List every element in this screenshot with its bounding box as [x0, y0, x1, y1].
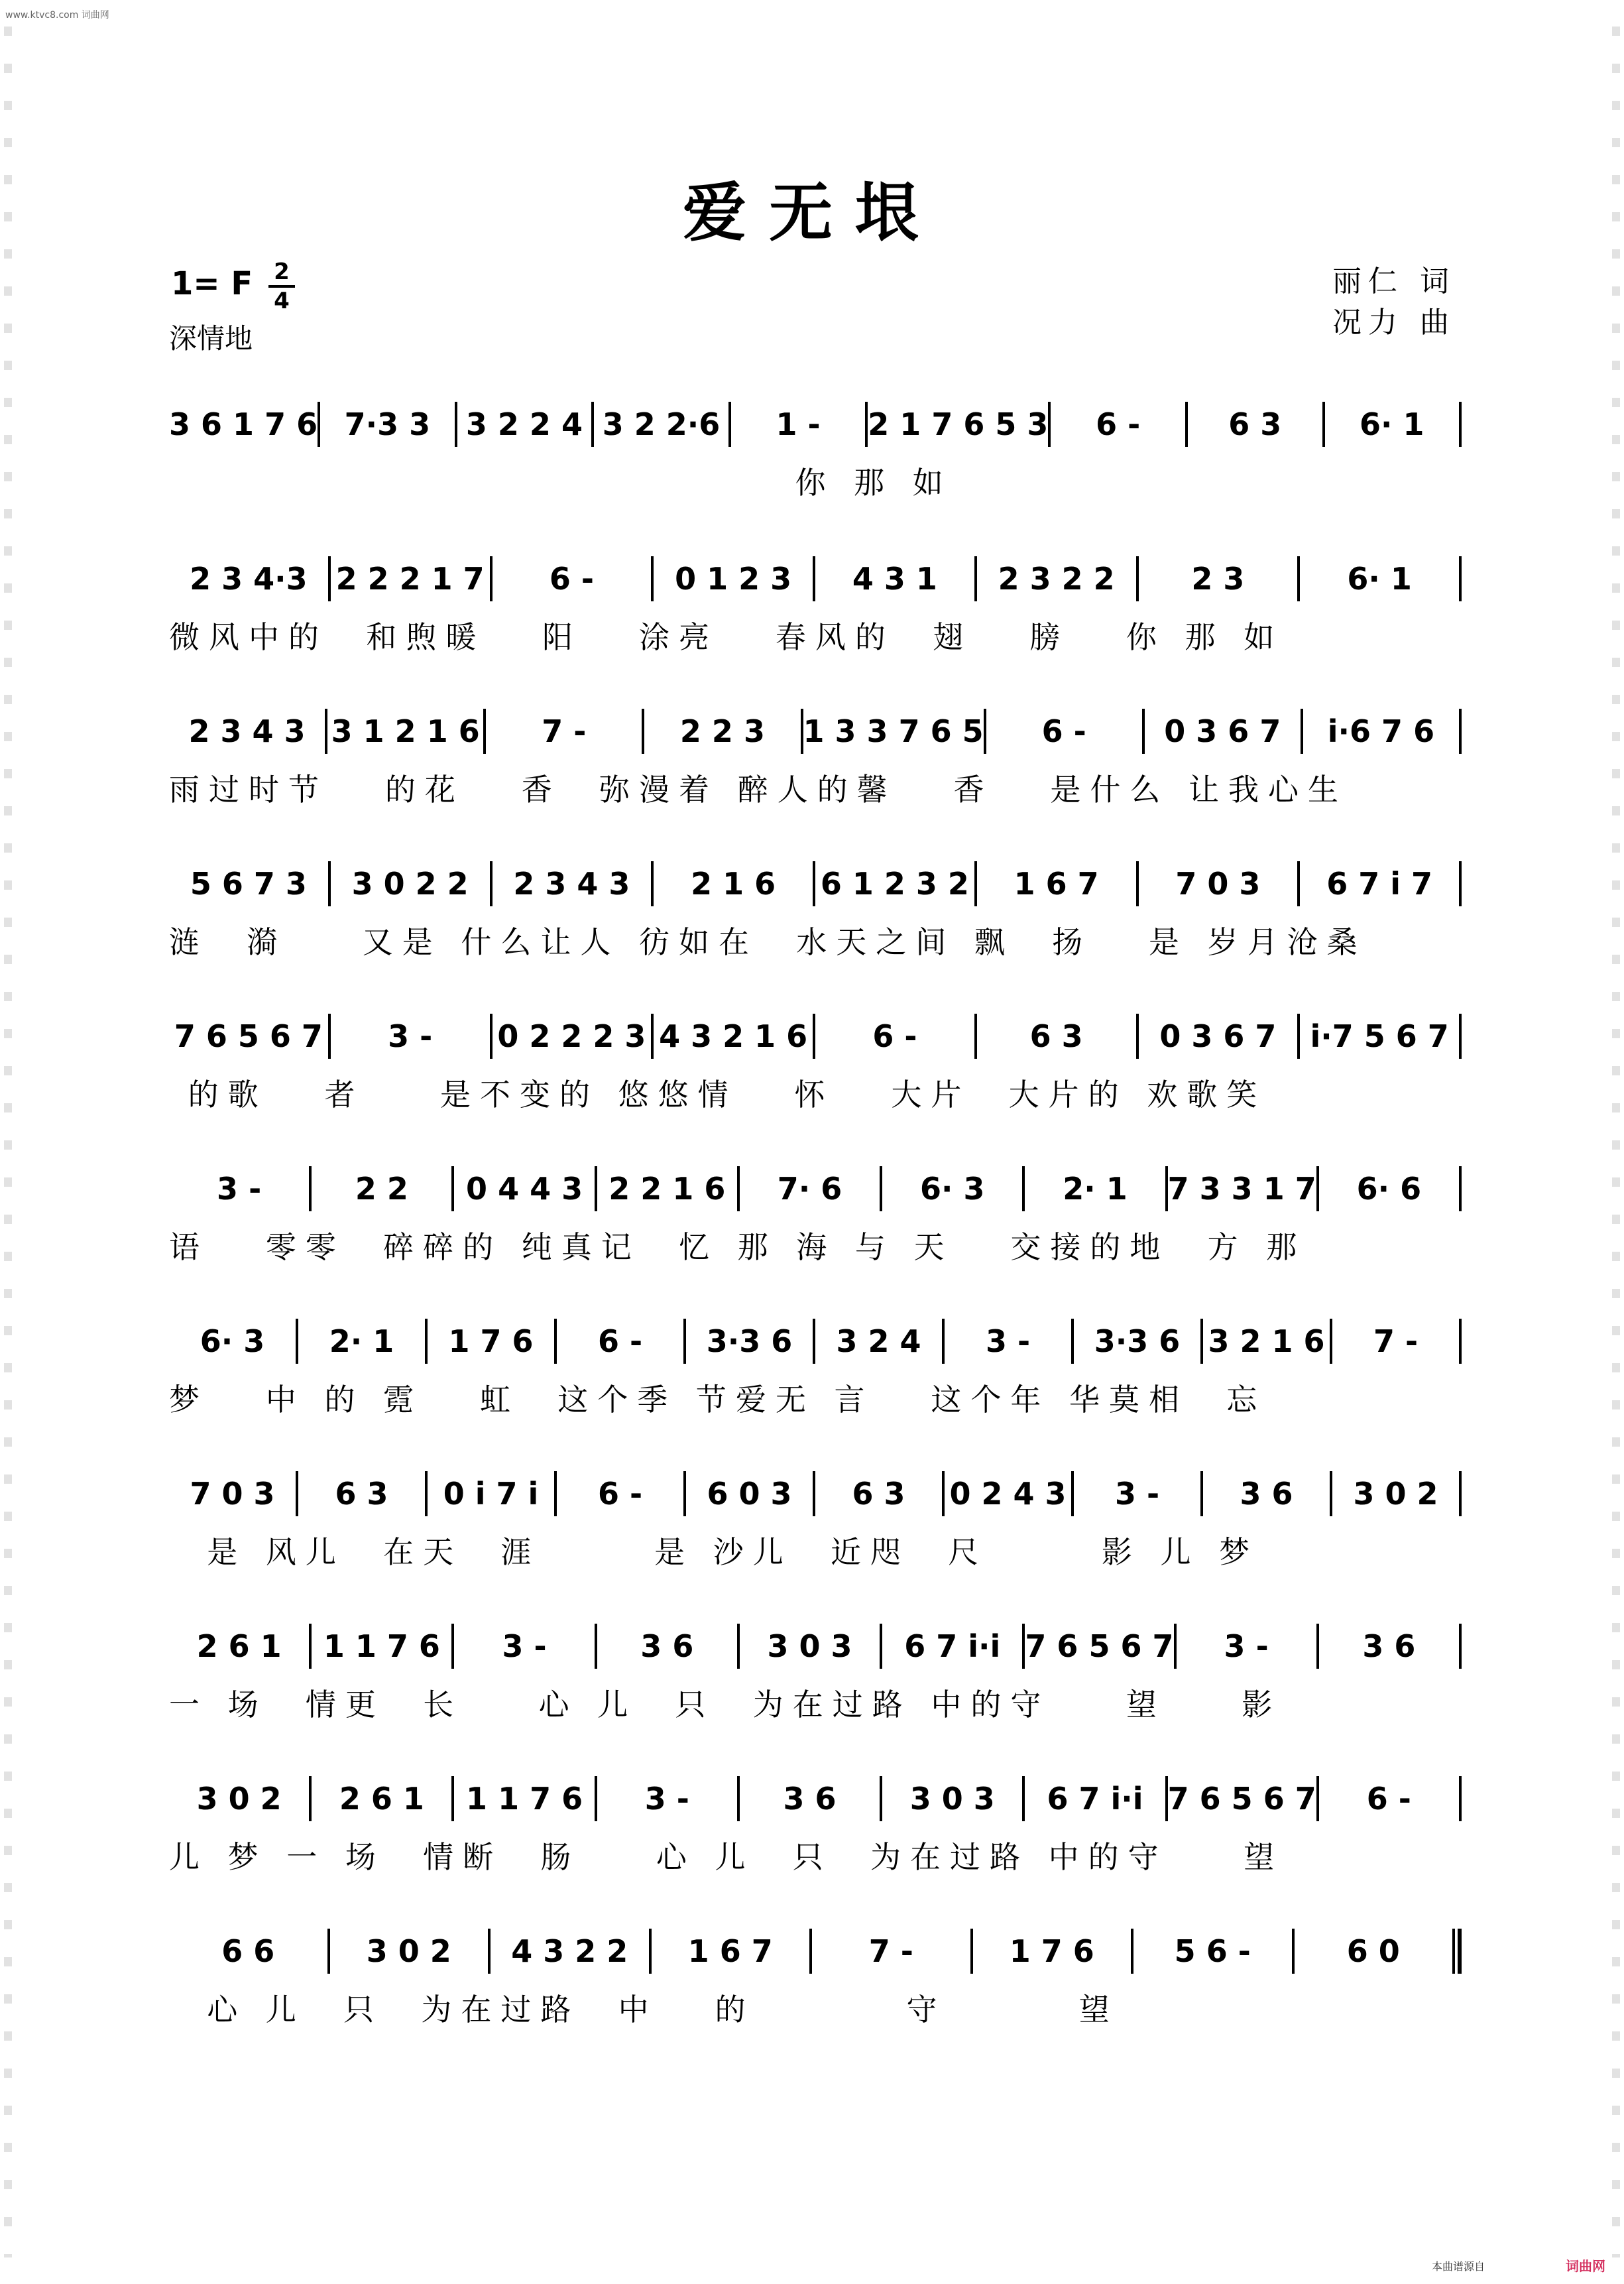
barline	[1459, 1471, 1462, 1516]
measure: 3 0 2	[196, 1781, 282, 1817]
composer-credit: 况力 曲	[1332, 306, 1456, 339]
score-row	[169, 552, 1462, 655]
barline	[1459, 709, 1462, 754]
score-row	[169, 1010, 1462, 1112]
measure: 2 3 2 2	[998, 561, 1115, 597]
lyric-line: 语 零零 碎碎的 纯真记 忆 那 海 与 天 交接的地 方 那	[169, 1229, 1306, 1265]
measure: 7· 6	[777, 1171, 842, 1207]
barline	[1459, 1319, 1462, 1364]
measure: 7 6 5 6 7	[1025, 1628, 1174, 1664]
lyric-line: 是 风儿 在天 涯 是 沙儿 近咫 尺 影 儿 梦	[169, 1534, 1259, 1570]
measure: 1 7 6	[448, 1323, 534, 1359]
footer-logo: 词曲网	[1566, 2258, 1605, 2274]
lyric-line: 你 那 如	[169, 465, 953, 501]
measure: 1 1 7 6	[466, 1781, 583, 1817]
measure: 5 6 -	[1174, 1933, 1251, 1969]
measure: 7 3 3 1 7	[1167, 1171, 1316, 1207]
barline	[1459, 1624, 1462, 1669]
measure: 6 7 i·i	[1047, 1781, 1143, 1817]
measure: 6 7 i·i	[904, 1628, 1001, 1664]
song-title: 爱无垠	[683, 175, 941, 250]
measure: 0 3 6 7	[1164, 713, 1281, 749]
lyric-line: 儿 梦 一 场 情断 肠 心 儿 只 为在过路 中的守 望	[169, 1839, 1284, 1875]
measure: 3 0 2 2	[351, 866, 469, 902]
measure: 1 3 3 7 6 5	[803, 713, 984, 749]
score-row	[169, 857, 1462, 960]
notation-line	[169, 1467, 1462, 1520]
measure: 2 1 6	[691, 866, 776, 902]
measure: 1 -	[776, 406, 821, 442]
lyric-line: 心 儿 只 为在过路 中 的 守 望	[169, 1992, 1119, 2027]
lyric-line: 涟 漪 又是 什么让人 彷如在 水天之间 飘 扬 是 岁月沧桑	[169, 924, 1367, 960]
measure: 7·3 3	[344, 406, 431, 442]
measure: 6 7 i 7	[1326, 866, 1433, 902]
notation-line	[169, 1772, 1462, 1825]
measure: 3 0 3	[767, 1628, 852, 1664]
barline	[1459, 1776, 1462, 1821]
measure: 3 -	[388, 1018, 433, 1054]
lyricist-credit: 丽仁 词	[1332, 265, 1456, 298]
measure: 3 -	[1224, 1628, 1269, 1664]
measure: 2 3 4 3	[188, 713, 306, 749]
site-url: www.ktvc8.com 词曲网	[5, 10, 109, 21]
measure: 0 3 6 7	[1159, 1018, 1277, 1054]
score-row	[169, 1315, 1462, 1417]
side-watermark-right	[1612, 27, 1620, 2257]
measure: 1 6 7	[687, 1933, 773, 1969]
measure: 2 2 1 6	[609, 1171, 726, 1207]
barline	[1459, 1166, 1462, 1211]
measure: 3 6	[1362, 1628, 1416, 1664]
measure: 2 3 4 3	[513, 866, 630, 902]
measure: 6 1 2 3 2	[820, 866, 969, 902]
measure: 0 4 4 3	[466, 1171, 583, 1207]
key-signature: 1= F	[171, 265, 253, 302]
measure: 3 -	[217, 1171, 262, 1207]
measure: 2 6 1	[196, 1628, 282, 1664]
lyric-line: 微风中的 和煦暖 阳 涂亮 春风的 翅 膀 你 那 如	[169, 619, 1284, 655]
footer-source-note: 本曲谱源自	[1432, 2260, 1485, 2273]
measure: 6 -	[1096, 406, 1141, 442]
measure: 2 2	[355, 1171, 408, 1207]
measure: i·6 7 6	[1327, 713, 1435, 749]
measure: 3 2 4	[836, 1323, 921, 1359]
measure: 3 6 1 7 6	[169, 406, 318, 442]
measure: 6 -	[872, 1018, 917, 1054]
notation-line	[169, 1315, 1462, 1368]
measure: 0 i 7 i	[443, 1476, 539, 1512]
measure: 2· 1	[329, 1323, 394, 1359]
measure: 6 6	[221, 1933, 275, 1969]
measure: 3·3 6	[1094, 1323, 1181, 1359]
measure: 7 -	[542, 713, 587, 749]
measure: 4 3 1	[852, 561, 937, 597]
measure: 0 2 2 2 3	[497, 1018, 646, 1054]
measure: 6· 3	[920, 1171, 985, 1207]
measure: 2 3	[1191, 561, 1245, 597]
measure: 4 3 2 1 6	[659, 1018, 808, 1054]
measure: 6 0	[1346, 1933, 1400, 1969]
measure: 3 0 2	[366, 1933, 451, 1969]
notation-line	[169, 1620, 1462, 1673]
barline	[1459, 556, 1462, 601]
measure: 6 -	[597, 1476, 643, 1512]
notation-line	[169, 1162, 1462, 1215]
score-row	[169, 1772, 1462, 1875]
measure: 6· 6	[1356, 1171, 1422, 1207]
measure: 7 -	[868, 1933, 913, 1969]
measure: 4 3 2 2	[511, 1933, 628, 1969]
lyric-line: 梦 中 的 霓 虹 这个季 节爱无 言 这个年 华莫相 忘	[169, 1382, 1267, 1417]
measure: 7 0 3	[1175, 866, 1261, 902]
score-row	[169, 1925, 1462, 2027]
measure: 3 6	[1240, 1476, 1293, 1512]
measure: 3 6	[783, 1781, 837, 1817]
notation-line	[169, 1010, 1462, 1063]
measure: 6 -	[549, 561, 594, 597]
measure: 7 6 5 6 7	[174, 1018, 323, 1054]
notation-line	[169, 857, 1462, 910]
measure: 2 1 7 6 5 3	[868, 406, 1049, 442]
measure: 3 -	[1114, 1476, 1160, 1512]
time-signature-top: 2	[274, 259, 290, 285]
notation-line	[169, 705, 1462, 758]
measure: 7 -	[1373, 1323, 1419, 1359]
measure: 6· 3	[200, 1323, 265, 1359]
measure: 6 3	[852, 1476, 905, 1512]
measure: 6 -	[1041, 713, 1086, 749]
side-watermark-left	[4, 27, 12, 2257]
measure: 1 6 7	[1014, 866, 1099, 902]
measure: 3 0 2	[1353, 1476, 1438, 1512]
measure: 1 1 7 6	[323, 1628, 440, 1664]
measure: 0 2 4 3	[949, 1476, 1067, 1512]
measure: 6· 1	[1360, 406, 1424, 442]
measure: 3 -	[985, 1323, 1031, 1359]
measure: 3 2 1 6	[1208, 1323, 1325, 1359]
tempo-marking: 深情地	[169, 322, 253, 355]
measure: 2 2 3	[679, 713, 765, 749]
measure: 5 6 7 3	[190, 866, 307, 902]
time-signature-bottom: 4	[274, 288, 290, 314]
measure: 2 3 4·3	[190, 561, 308, 597]
notation-line	[169, 1925, 1462, 1978]
time-signature	[268, 260, 295, 313]
lyric-line: 的歌 者 是不变的 悠悠情 怀 大片 大片的 欢歌笑	[169, 1077, 1267, 1112]
notation-line	[169, 552, 1462, 605]
measure: 3 2 2·6	[602, 406, 721, 442]
measure: 3 6	[640, 1628, 694, 1664]
measure: 3 1 2 1 6	[331, 713, 480, 749]
measure: 3 -	[644, 1781, 689, 1817]
score-row	[169, 398, 1462, 501]
measure: 3 2 2 4	[465, 406, 583, 442]
final-barline	[1452, 1929, 1462, 1974]
measure: 2 6 1	[339, 1781, 424, 1817]
measure: 3 0 3	[909, 1781, 995, 1817]
measure: 6 -	[1366, 1781, 1411, 1817]
measure: 1 7 6	[1009, 1933, 1094, 1969]
measure: 6 -	[597, 1323, 643, 1359]
score-row	[169, 1467, 1462, 1570]
measure: 6· 1	[1347, 561, 1412, 597]
measure: 7 0 3	[190, 1476, 275, 1512]
barline	[1459, 861, 1462, 906]
score-row	[169, 1620, 1462, 1722]
measure: 2 2 2 1 7	[335, 561, 485, 597]
barline	[1459, 402, 1462, 447]
measure: 6 3	[1029, 1018, 1083, 1054]
barline	[1459, 1014, 1462, 1059]
measure: 6 3	[335, 1476, 388, 1512]
notation-line	[169, 398, 1462, 451]
score-row	[169, 1162, 1462, 1265]
measure: 0 1 2 3	[675, 561, 792, 597]
lyric-line: 雨过时节 的花 香 弥漫着 醉人的馨 香 是什么 让我心生	[169, 772, 1348, 808]
lyric-line: 一 场 情更 长 心 儿 只 为在过路 中的守 望 影	[169, 1687, 1282, 1722]
measure: 6 3	[1228, 406, 1282, 442]
measure: i·7 5 6 7	[1310, 1018, 1449, 1054]
measure: 2· 1	[1063, 1171, 1128, 1207]
score-row	[169, 705, 1462, 808]
measure: 6 0 3	[707, 1476, 792, 1512]
measure: 3·3 6	[706, 1323, 793, 1359]
measure: 3 -	[502, 1628, 547, 1664]
measure: 7 6 5 6 7	[1167, 1781, 1316, 1817]
